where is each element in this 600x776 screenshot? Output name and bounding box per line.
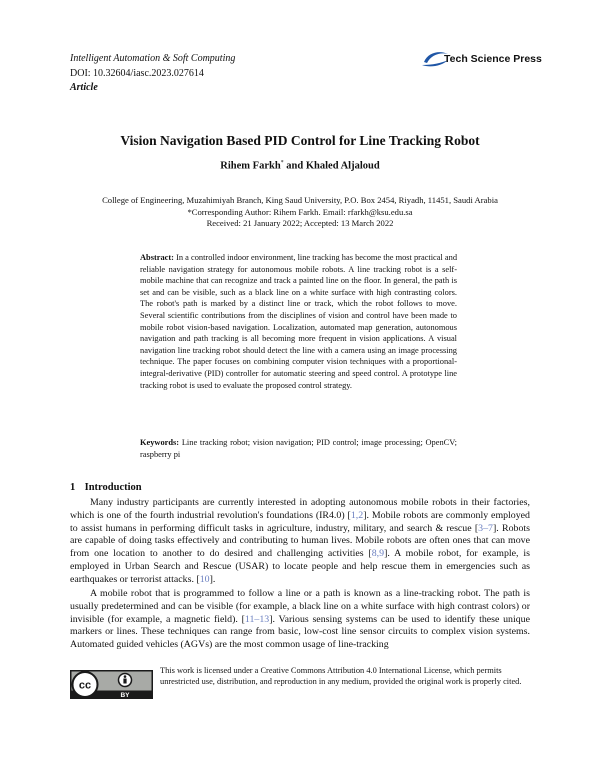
publisher-logo [420,48,542,70]
keywords-label: Keywords: [140,438,180,447]
author-name: Rihem Farkh [220,160,281,172]
citation-link[interactable]: 1,2 [350,509,364,521]
corresponding-author: *Corresponding Author: Rihem Farkh. Email: rfarkh@ksu.edu.sa [187,206,413,217]
doi[interactable]: DOI: 10.32604/iasc.2023.027614 [70,68,204,79]
intro-paragraph-2 [70,588,530,652]
citation-link[interactable]: 11–13 [244,613,270,625]
paper-title: Vision Navigation Based PID Control for Line Tracking Robot [120,133,480,148]
corresponding-mark[interactable]: * [280,160,284,166]
author-name: Khaled Aljaloud [305,160,380,172]
affiliation-line: College of Engineering, Muzahimiyah Branch, King Saud University, P.O. Box 2454, Riyadh, 11451, Saudi Arabia [102,195,498,205]
license-text: This work is licensed under a Creative Commons Attribution 4.0 International License, which permits unrestricted use, distribution, and reproduction in any medium, provided the original work is properly cited. [160,666,522,687]
paragraph-text: ]. A mobile robot, for example, is employed in Urban Search and Rescue (USAR) to locate people and help rescue them in emergencies such as earthquakes or terrorist attacks. [ [70,548,530,585]
article-type: Article [70,82,98,93]
affiliation-block [0,195,600,230]
abstract-label: Abstract: [140,253,174,262]
paragraph-text: Many industry participants are currently interested in adopting autonomous mobile robots in their factories, which is one of the fourth industrial revolution's foundations (IR4.0) [ [70,497,530,521]
received-accepted: Received: 21 January 2022; Accepted: 13 March 2022 [206,218,394,228]
paragraph-text: ]. [209,573,216,585]
cc-by-badge[interactable] [70,670,153,699]
paragraph-text: ]. Robots are capable of doing tasks effectively and contributing to human lives. Mobile robots are often ones that can move from one location to another to do desired and challenging activities [ [70,522,530,560]
section-number: 1 [70,482,76,493]
cc-text: cc [78,679,92,692]
keywords [140,437,457,460]
abstract [140,252,457,391]
citation-link[interactable]: 3–7 [478,522,493,534]
paragraph-text: ]. Various sensing systems can be used to identify these unique markers or lines. These techniques can range from basic, low-cost line sensor circuits to complex vision systems. Automated guided vehicles (AGVs) are the most common usage of line-tracking [70,613,530,651]
citation-link[interactable]: 10 [199,573,210,585]
by-text: BY [120,691,130,699]
section-title: Introduction [84,482,142,493]
journal-name: Intelligent Automation & Soft Computing [70,53,236,64]
publisher-name: Tech Science Press [444,53,542,65]
intro-paragraph-1 [70,497,530,587]
abstract-text: In a controlled indoor environment, line tracking has become the most practical and reliable navigation strategy for autonomous mobile robots. A line tracking robot is a self-mobile machine that can recognize and track a painted line on the floor. In general, the path is set and can be visible, such as a black line on a white surface with high contrasting colors. The robot's path is marked by a distinct line or track, which the robot follows to move. Several scientific contributions from the disciplines of vision and control have been made to mobile robot vision-based navigation. Localization, automated map generation, autonomous navigation and path tracking is all becoming more frequent in vision applications. A visual navigation line tracking robot should detect the line with a camera using an image processing technique. The paper focuses on combining computer vision techniques with a proportional-integral-derivative (PID) controller for automatic steering and speed control. A prototype line tracking robot is used to evaluate the proposed control strategy. [140,253,458,390]
author-joiner: and [283,160,306,172]
paragraph-text: ]. Mobile robots are commonly employed to assist humans in performing difficult tasks in agriculture, industry, military, and search & rescue [ [70,509,530,534]
section-heading [70,482,142,493]
creative-commons-icon [70,670,153,699]
keywords-text: Line tracking robot; vision navigation; PID control; image processing; OpenCV; raspberry pi [140,438,457,459]
citation-link[interactable]: 8,9 [371,548,385,560]
author-list [0,160,600,172]
paragraph-text: A mobile robot that is programmed to follow a line or a path is known as a line-tracking robot. The path is usually predetermined and can be visible (for example, a black line on a white surface with high contrast colors) or invisible (for example, a magnetic field). [ [70,588,530,625]
